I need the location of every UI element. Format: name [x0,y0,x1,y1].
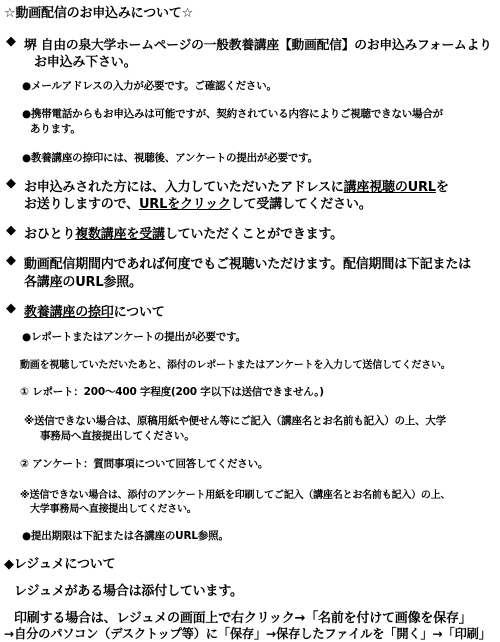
item-1-bullet: ◆ [6,34,16,49]
stamp-survey-note-1: ※送信できない場合は、添付のアンケート用紙を印刷してご記入（講座名とお名前も記入）の上、 [20,490,451,501]
stamp-report-note-2: 事務局へ直接提出してください。 [40,430,195,442]
item-2-line2-post: して受講してください。 [230,197,372,212]
page-title: ☆動画配信のお申込みについて☆ [4,6,194,21]
stamp-survey: ② アンケート：質問事項について回答してください。 [20,458,269,470]
stamp-bullet: ◆ [6,301,16,316]
stamp-heading-post: について [113,305,165,320]
item-1-note-2-cont: あります。 [30,123,81,135]
resume-print-2: →自分のパソコン（デスクトップ等）に「保存」→保存したファイルを「開く」→「印刷」 [4,627,491,641]
stamp-survey-note-2: 大学事務局へ直接提出してください。 [30,504,197,515]
stamp-intro: 動画を視聴していただいたあと、添付のレポートまたはアンケートを入力して送信してください。 [20,360,451,371]
item-3-line1-pre: おひとり [24,227,76,242]
item-2-line2-pre: お送りしますので、 [24,197,139,212]
item-2-line1-post: を [435,180,449,195]
item-3-bullet: ◆ [6,223,16,238]
stamp-report-note-1: ※送信できない場合は、原稿用紙や便せん等にご記入（講座名とお名前も記入）の上、大学 [24,415,447,427]
item-2-line1-pre: お申込みされた方には、入力していただいたアドレスに [24,180,344,195]
item-4-line1: 動画配信期間内であれば何度でもご視聴いただけます。配信期間は下記または [24,257,471,272]
resume-line1: レジュメがある場合は添付しています。 [14,584,243,599]
stamp-report: ① レポート：200～400 字程度(200 字以下は送信できません。) [20,386,324,398]
stamp-heading [24,301,165,320]
item-3-line1-post: していただくことができます。 [164,227,343,242]
item-1-note-3: ●教養講座の捺印には、視聴後、アンケートの提出が必要です。 [22,152,318,164]
stamp-requirement: ●レポートまたはアンケートの提出が必要です。 [22,331,246,343]
stamp-deadline: ●提出期限は下記または各講座のURL参照。 [22,530,229,542]
resume-heading: ◆レジュメについて [4,557,116,572]
item-2-line1-underlined: 講座視聴のURL [343,180,436,195]
item-2-line2-underlined: URLをクリック [138,197,231,212]
resume-print-1: 印刷する場合は、レジュメの画面上で右クリック→「名前を付けて画像を保存」 [14,611,472,626]
stamp-heading-underlined: 教養講座の捺印 [24,305,114,320]
item-1-note-1: ●メールアドレスの入力が必要です。ご確認ください。 [22,80,277,92]
item-4-bullet: ◆ [6,253,16,268]
item-1-note-2: ●携帯電話からもお申込みは可能ですが、契約されている内容によりご視聴できない場合が [22,108,443,120]
item-3-line1-underlined: 複数講座を受講 [75,227,165,242]
item-2-line2 [24,193,372,212]
item-1-line1: 堺 自由の泉大学ホームページの一般教養講座【動画配信】のお申込みフォームより [24,38,492,53]
item-1-line2: お申込み下さい。 [34,55,137,70]
item-3-line1 [24,223,343,242]
item-2-bullet: ◆ [6,176,16,191]
item-4-line2: 各講座のURL参照。 [24,275,142,290]
